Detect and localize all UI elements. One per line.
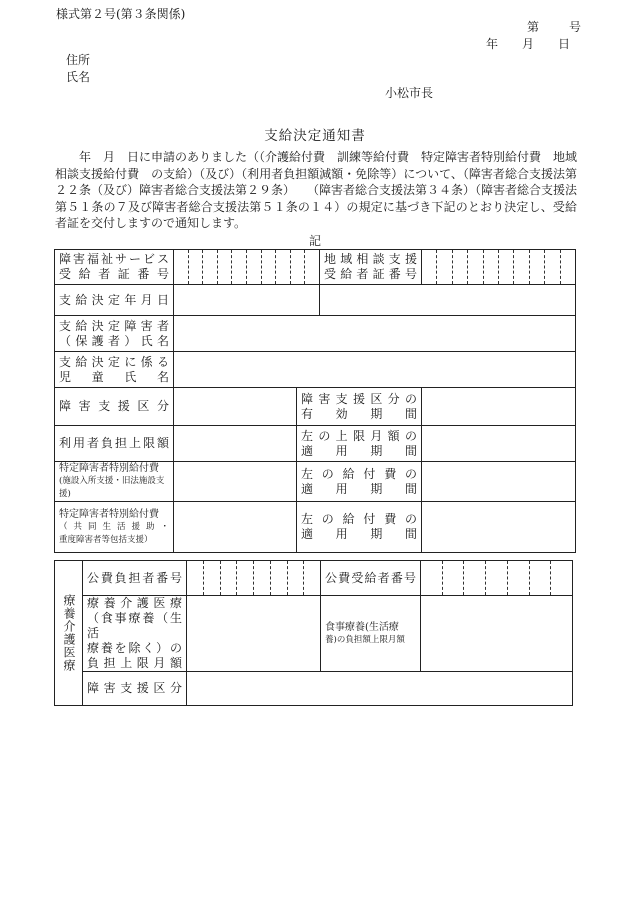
meal-limit-label: 食事療養(生活療 養)の負担額上限月額 xyxy=(321,596,421,672)
medical-limit-field[interactable] xyxy=(187,596,321,672)
support-category-label: 障害支援区分 xyxy=(55,388,174,426)
decision-date-field[interactable] xyxy=(174,285,320,316)
special-benefit-a-label: 特定障害者特別給付費 (施設入所支援・旧法施設支援) xyxy=(55,462,174,502)
consult-number-field[interactable] xyxy=(422,250,576,285)
table-row xyxy=(55,596,573,672)
public-recipient-number-field[interactable] xyxy=(421,561,573,596)
table-row xyxy=(55,285,576,316)
medical-limit-label: 療養介護医療 （食事療養（生活 療養を除く）の 負担上限月額 xyxy=(83,596,187,672)
public-recipient-number-label: 公費受給者番号 xyxy=(321,561,421,596)
benefit-period-a-label: 左の給付費の 適用期間 xyxy=(297,462,422,502)
table-row xyxy=(55,502,576,553)
medical-care-table xyxy=(54,560,573,706)
disabled-person-label: 支給決定障害者 （保護者）氏名 xyxy=(55,316,174,352)
benefit-period-a-field[interactable] xyxy=(422,462,576,502)
name-label: 氏名 xyxy=(66,70,91,84)
table-row xyxy=(55,250,576,285)
support-validity-field[interactable] xyxy=(422,388,576,426)
support-validity-label: 障害支援区分の 有効期間 xyxy=(297,388,422,426)
decision-date-label: 支給決定年月日 xyxy=(55,285,174,316)
medical-care-side-label: 療養介護医療 xyxy=(55,561,83,706)
table-row xyxy=(55,426,576,462)
table-row xyxy=(55,462,576,502)
burden-limit-field[interactable] xyxy=(174,426,297,462)
benefit-period-b-field[interactable] xyxy=(422,502,576,553)
table-row xyxy=(55,672,573,706)
benefit-period-b-label: 左の給付費の 適用期間 xyxy=(297,502,422,553)
document-number: 第 号 xyxy=(527,20,584,34)
public-payer-number-label: 公費負担者番号 xyxy=(83,561,187,596)
special-benefit-b-label: 特定障害者特別給付費 （共同生活援助・ 重度障害者等包括支援） xyxy=(55,502,174,553)
limit-period-label: 左の上限月額の 適用期間 xyxy=(297,426,422,462)
meal-limit-field[interactable] xyxy=(421,596,573,672)
table-row xyxy=(55,316,576,352)
decision-date-blank xyxy=(320,285,576,316)
public-payer-number-field[interactable] xyxy=(187,561,321,596)
recipient-number-field[interactable] xyxy=(174,250,320,285)
notice-body: 年 月 日に申請のありました（（介護給付費 訓練等給付費 特定障害者特別給付費 地域相談支援給付費 の支給）（及び）（利用者負担額減額・免除等）について、（障害者総合支援法第２２条（及び）障害者総合支援法第２９条） （障害者総合支援法第３４条）（障害者総合支援法第５１条の７及び障害者総合支援法第５１条の１４）の規定に基づき下記のとおり決定し、受給者証を交付しますので通知します。 xyxy=(55,150,578,231)
issue-date: 年 月 日 xyxy=(486,37,571,51)
recipient-number-label: 障害福祉サービス 受給者証番号 xyxy=(55,250,174,285)
ki-marker: 記 xyxy=(308,234,321,248)
support-category-label-2: 障害支援区分 xyxy=(83,672,187,706)
child-name-field[interactable] xyxy=(174,352,576,388)
document-title: 支給決定通知書 xyxy=(264,128,366,144)
form-number: 様式第２号(第３条関係) xyxy=(56,7,186,21)
limit-period-field[interactable] xyxy=(422,426,576,462)
special-benefit-b-field[interactable] xyxy=(174,502,297,553)
table-row xyxy=(55,561,573,596)
consult-number-label: 地域相談支援 受給者証番号 xyxy=(320,250,422,285)
disabled-person-field[interactable] xyxy=(174,316,576,352)
burden-limit-label: 利用者負担上限額 xyxy=(55,426,174,462)
issuer: 小松市長 xyxy=(385,86,434,100)
support-category-field-2[interactable] xyxy=(187,672,573,706)
table-row xyxy=(55,388,576,426)
support-category-field[interactable] xyxy=(174,388,297,426)
table-row xyxy=(55,352,576,388)
special-benefit-a-field[interactable] xyxy=(174,462,297,502)
decision-table xyxy=(54,249,576,553)
child-name-label: 支給決定に係る 児童氏名 xyxy=(55,352,174,388)
address-label: 住所 xyxy=(66,53,91,67)
